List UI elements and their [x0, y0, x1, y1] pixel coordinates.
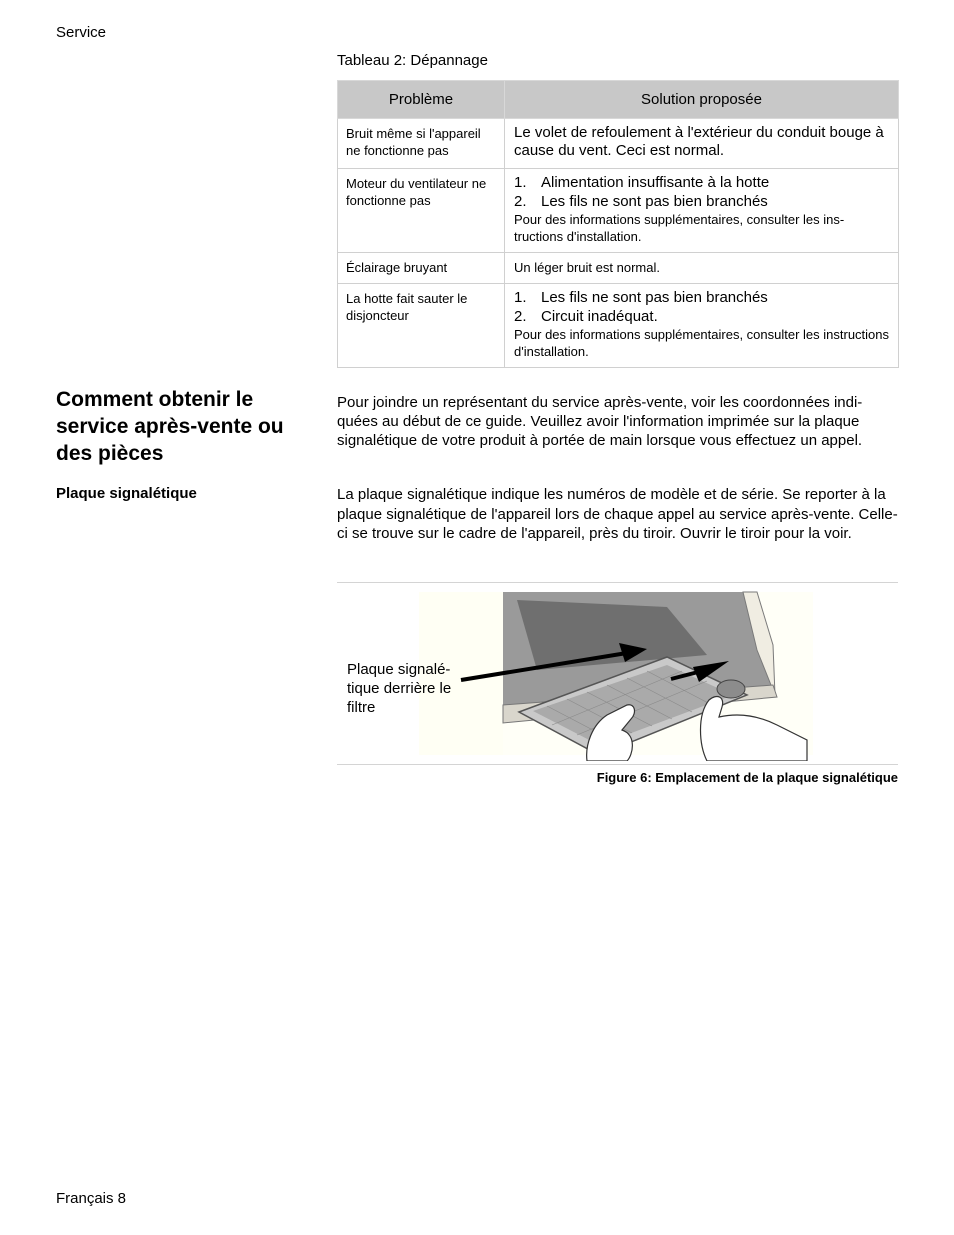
table-row: [338, 284, 899, 368]
column-header-problem: Problème: [338, 81, 505, 119]
running-header: Service: [56, 24, 107, 41]
problem-cell: Éclairage bruyant: [338, 253, 505, 284]
section-heading: Comment obtenir le service après-vente ou des pièces: [56, 388, 284, 465]
nameplate: [717, 680, 745, 698]
problem-cell: Bruit même si l'appareil ne fonctionne pas: [338, 119, 505, 169]
nameplate-paragraph: La plaque signalétique indique les numéros de modèle et de série. Se reporter à la plaque signalétique de l'appareil lors de chaque appel au service après-vente. Celle-ci se trouve sur le cadre de l'appareil, près du tiroir. Ouvrir le tiroir pour la voir.: [337, 486, 898, 542]
table-header-row: [338, 81, 899, 119]
list-item: 2. Circuit inadéquat.: [514, 307, 658, 325]
table-row: [338, 169, 899, 253]
list-item: 1. Les fils ne sont pas bien branchés: [514, 289, 768, 306]
solution-steps: [514, 174, 890, 211]
list-item: 2. Les fils ne sont pas bien branchés: [514, 192, 768, 210]
figure-bottom-rule: [337, 764, 898, 765]
solution-note: Pour des informations supplémentaires, consulter les instructions d'installation.: [514, 327, 890, 359]
solution-note: Pour des informations supplémentaires, consulter les ins-tructions d'installation.: [514, 212, 845, 244]
table-row: [338, 119, 899, 169]
service-paragraph: Pour joindre un représentant du service après-vente, voir les coordonnées indi-quées au début de ce guide. Veuillez avoir l'information imprimée sur la plaque signalétique de votre produit à portée de main lorsque vous effectuez un appel.: [337, 394, 863, 449]
column-header-solution: Solution proposée: [505, 81, 899, 119]
problem-cell: La hotte fait sauter le disjoncteur: [338, 284, 505, 368]
solution-cell: Le volet de refoulement à l'extérieur du conduit bouge à cause du vent. Ceci est normal.: [505, 119, 899, 169]
solution-cell: [505, 169, 899, 253]
figure-top-rule: [337, 582, 898, 583]
table-row: [338, 253, 899, 284]
list-item: 1. Alimentation insuffisante à la hotte: [514, 174, 770, 191]
troubleshooting-table: [337, 80, 899, 368]
nameplate-heading: Plaque signalétique: [56, 485, 197, 502]
table-caption: Tableau 2: Dépannage: [337, 52, 488, 69]
figure-caption: Figure 6: Emplacement de la plaque signalétique: [596, 770, 898, 785]
solution-cell: Un léger bruit est normal.: [505, 253, 899, 284]
figure-callout: Plaque signalé-tique derrière le filtre: [347, 661, 452, 716]
solution-steps: [514, 289, 890, 326]
problem-cell: Moteur du ventilateur ne fonctionne pas: [338, 169, 505, 253]
solution-cell: [505, 284, 899, 368]
page-footer: Français 8: [56, 1190, 127, 1207]
